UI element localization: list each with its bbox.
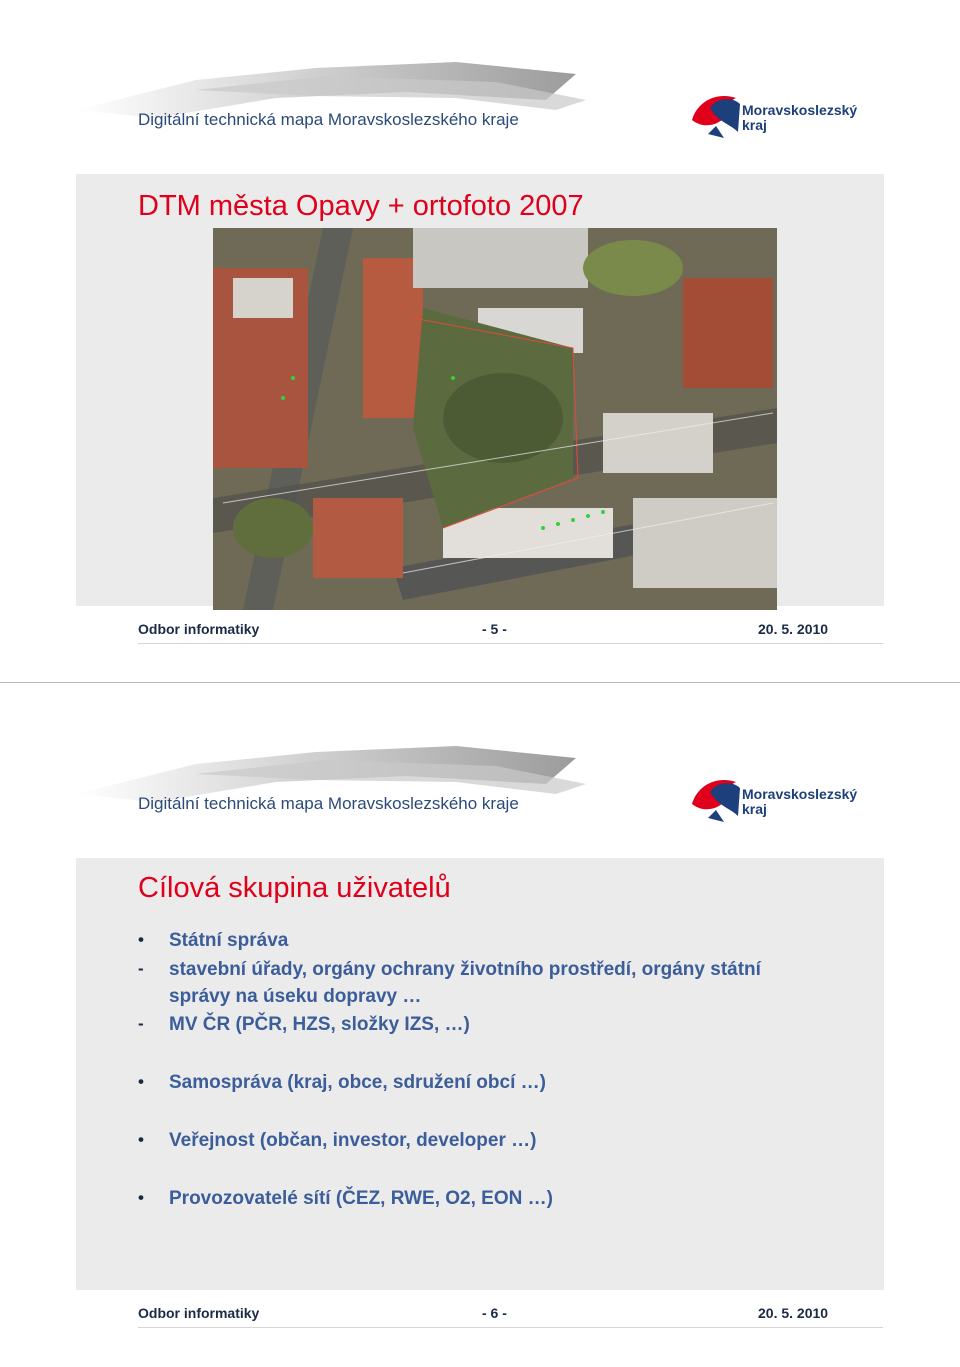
footer-page-number: - 5 - bbox=[482, 621, 507, 637]
list-item-text: Provozovatelé sítí (ČEZ, RWE, O2, EON …) bbox=[169, 1188, 553, 1209]
header-title: Digitální technická mapa Moravskoslezského kraje bbox=[138, 794, 519, 813]
logo-text bbox=[742, 787, 857, 817]
slide-title: DTM města Opavy + ortofoto 2007 bbox=[138, 190, 584, 222]
logo-text-line2: kraj bbox=[742, 801, 767, 817]
slide-6 bbox=[0, 684, 960, 1367]
dash-marker: - bbox=[138, 1014, 144, 1033]
logo-text-line2: kraj bbox=[742, 117, 767, 133]
orthophoto-map bbox=[213, 228, 777, 610]
bullet-marker: • bbox=[138, 1072, 144, 1091]
list-item-text: stavební úřady, orgány ochrany životního prostředí, orgány státní bbox=[169, 959, 761, 980]
list-item-text: MV ČR (PČR, HZS, složky IZS, …) bbox=[169, 1014, 470, 1035]
header-title: Digitální technická mapa Moravskoslezského kraje bbox=[138, 110, 519, 129]
footer-department: Odbor informatiky bbox=[138, 1305, 260, 1321]
slide-5 bbox=[0, 0, 960, 683]
bullet-marker: • bbox=[138, 930, 144, 949]
footer-page-number: - 6 - bbox=[482, 1305, 507, 1321]
bullet-marker: • bbox=[138, 1130, 144, 1149]
footer-divider bbox=[138, 643, 883, 644]
list-item-text: správy na úseku dopravy … bbox=[169, 986, 422, 1007]
footer-date: 20. 5. 2010 bbox=[758, 621, 829, 637]
logo-text-line1: Moravskoslezský bbox=[742, 102, 858, 118]
footer-date: 20. 5. 2010 bbox=[758, 1305, 829, 1321]
logo-text bbox=[742, 103, 857, 133]
footer-department: Odbor informatiky bbox=[138, 621, 260, 637]
list-item-text: Veřejnost (občan, investor, developer …) bbox=[169, 1130, 537, 1151]
slide-title: Cílová skupina uživatelů bbox=[138, 872, 451, 904]
logo-text-line1: Moravskoslezský bbox=[742, 786, 858, 802]
list-item-text: Samospráva (kraj, obce, sdružení obcí …) bbox=[169, 1072, 546, 1093]
dash-marker: - bbox=[138, 959, 144, 978]
list-item-text: Státní správa bbox=[169, 930, 289, 951]
bullet-marker: • bbox=[138, 1188, 144, 1207]
footer-divider bbox=[138, 1327, 883, 1328]
